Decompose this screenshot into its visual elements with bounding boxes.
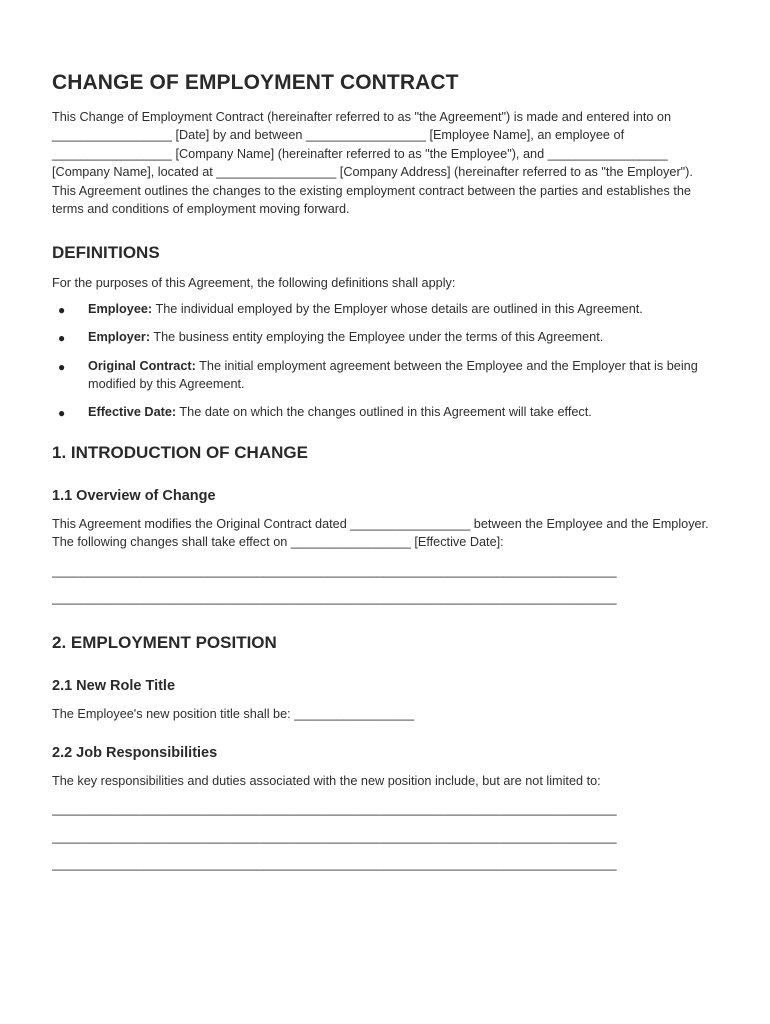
blank-line: ________________________________________________________________________________ [52,802,617,817]
definitions-lead: For the purposes of this Agreement, the following definitions shall apply: [52,276,456,291]
section-2-2-text: The key responsibilities and duties associated with the new position include, but are not limited to: [52,773,601,788]
section-1-heading: 1. INTRODUCTION OF CHANGE [52,442,308,462]
document-title: CHANGE OF EMPLOYMENT CONTRACT [52,71,459,94]
bullet-icon: ● [58,302,66,317]
definition-term: Employee: [88,301,153,316]
section-1-1-heading: 1.1 Overview of Change [52,487,216,504]
intro-paragraph: This Change of Employment Contract (hereinafter referred to as "the Agreement") is made and entered into on _________________ [Date] by and between _________________ [Employee Name], an employee of _________________ [Company Name] (hereinafter referred to as "the Employee"), and _________________ [Company Name], located at _________________ [Company Address] (hereinafter referred to as "the Employer"). This Agreement outlines the changes to the existing employment contract between the parties and establishes the terms and conditions of employment moving forward. [52,110,693,217]
definition-text: The individual employed by the Employer whose details are outlined in this Agreement. [152,301,643,316]
section-2-1-text: The Employee's new position title shall be: _________________ [52,706,415,721]
definition-text: The date on which the changes outlined in this Agreement will take effect. [176,405,592,420]
definition-item-original-contract [52,357,720,394]
definition-text: The business entity employing the Employee under the terms of this Agreement. [150,330,604,345]
definition-term: Original Contract: [88,358,196,373]
blank-line: ________________________________________________________________________________ [52,829,617,844]
section-2-2-heading: 2.2 Job Responsibilities [52,744,218,761]
bullet-icon: ● [58,406,66,421]
definition-text: The initial employment agreement between the Employee and the Employer that is being modified by this Agreement. [88,358,698,392]
section-1-1-text: This Agreement modifies the Original Contract dated _________________ between the Employee and the Employer. The following changes shall take effect on _________________ [Effective Date]: [52,516,709,550]
definition-term: Employer: [88,330,151,345]
definition-item-employee [52,300,720,318]
document-content [52,68,720,874]
definition-item-employer [52,328,720,346]
blank-line: ________________________________________________________________________________ [52,857,617,872]
definition-term: Effective Date: [88,405,177,420]
bullet-icon: ● [58,359,66,374]
section-2-1-heading: 2.1 New Role Title [52,677,176,694]
blank-line: ________________________________________________________________________________ [52,591,617,606]
blank-line: ________________________________________________________________________________ [52,563,617,578]
definition-item-effective-date [52,403,720,421]
bullet-icon: ● [58,331,66,346]
definitions-list [52,300,720,422]
definitions-heading: DEFINITIONS [52,243,160,263]
section-2-heading: 2. EMPLOYMENT POSITION [52,632,277,652]
